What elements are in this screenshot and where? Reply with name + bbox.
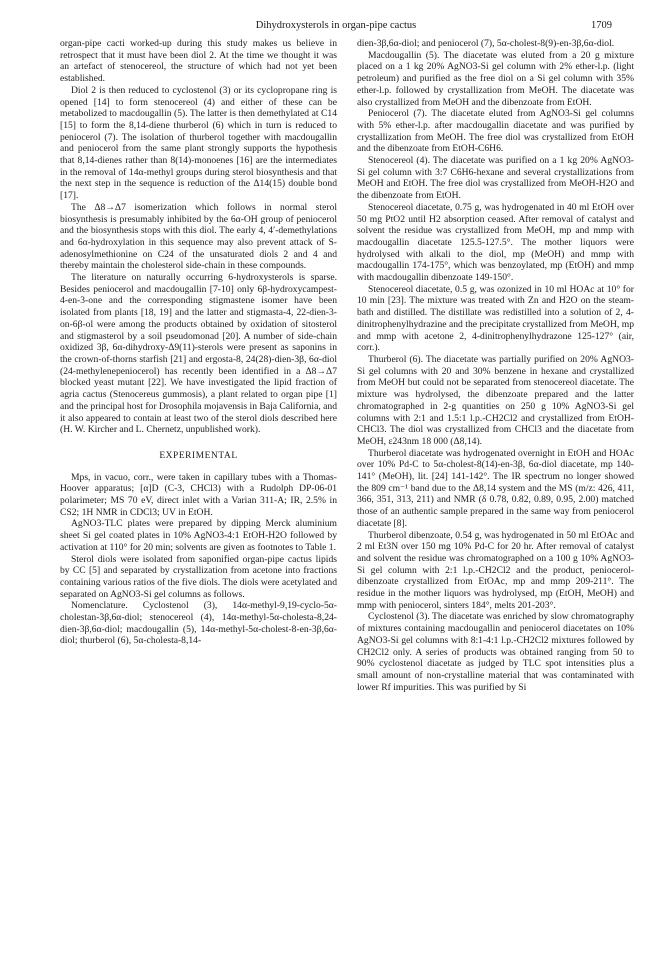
paragraph: Stenocereol diacetate, 0.5 g, was ozonized in 10 ml HOAc at 10° for 10 min [23]. The mixture was treated with Zn and H2O on the steam-bath and distilled. The distillate was redistilled into a solution of 2, 4-dinitrophenylhydrazine and the precipitate crystallized from MeOH, mp and mmp with acetone 2, 4-dinitrophenylhydrazone 125-127° (air, corr.).: [357, 283, 634, 354]
paragraph: Cyclostenol (3). The diacetate was enriched by slow chromatography of mixtures containing macdougallin and peniocerol diacetates on 10% AgNO3-Si gel columns with 8:1-4:1 l.p.-CH2Cl2 mixtures followed by CH2Cl2 only. A series of products was obtained ranging from 50 to 90% cyclostenol diacetate as judged by TLC spot intensities plus a small amount of non-crystalline material that was contaminated with lower Rf impurities. This was purified by Si: [357, 611, 634, 693]
paragraph: The literature on naturally occurring 6-hydroxysterols is sparse. Besides peniocerol and macdougallin [7-10] only 6β-hydroxycampest-4-en-3-one and the corresponding stigmastene isomer have been isolated from plants [18, 19] and the latter and stigmasta-4, 22-dien-3-on-6β-ol were among the products obtained by oxidation of sitosterol and stigmasterol by a soil pseudomonad [20]. A number of side-chain oxidized 3β, 6α-dihydroxy-Δ9(11)-sterols were present as saponins in the crown-of-thorns starfish [21] and ergosta-8, 24(28)-dien-3β, 6α-diol (24-methylenepeniocerol) has recently been identified in a Δ8→Δ7 blocked yeast mutant [22]. We have investigated the lipid fraction of agria cactus (Stenocereus gummosis), a plant related to organ pipe [1] and the principal host for Drosophila mojavensis in Baja California, and it also appeared to contain at least two of the sterol diols described here (H. W. Kircher and L. Chernetz, unpublished work).: [60, 272, 337, 436]
paragraph: Thurberol dibenzoate, 0.54 g, was hydrogenated in 50 ml EtOAc and 2 ml Et3N over 150 mg 10% Pd-C for 20 hr. After removal of catalyst and solvent the residue was chromatographed on a 100 g 10% AgNO3-Si gel column with 2:1 l.p.-CH2Cl2 and the product, peniocerol-dibenzoate crystallized from EtOAc, mp and mmp 209-211°. The residue in the mother liquors was hydrolysed, mp (EtOH, MeOH) and mmp with peniocerol, sinters 184°, melts 201-203°.: [357, 529, 634, 611]
right-column: [357, 38, 634, 693]
section-heading: EXPERIMENTAL: [159, 450, 238, 461]
paragraph: Stenocereol diacetate, 0.75 g, was hydrogenated in 40 ml EtOH over 50 mg PtO2 until H2 absorption ceased. After removal of catalyst and solvent the residue was crystallized from MeOH, mp and mmp with macdougallin diacetate 125.5-127.5°. The mother liquors were hydrolysed with alkali to the diol, mp (MeOH) and mmp with macdougallin 174-175°, which was benzoylated, mp (EtOH) and mmp with macdougallin dibenzoate 149-150°.: [357, 201, 634, 284]
paragraph: dien-3β,6α-diol; and peniocerol (7), 5α-cholest-8(9)-en-3β,6α-diol.: [357, 38, 615, 49]
paragraph: Stenocereol (4). The diacetate was purified on a 1 kg 20% AgNO3-Si gel column with 3:7 C6H6-hexane and several crystallizations from MeOH and EtOH. The free diol was crystallized from MeOH-H2O and the dibenzoate from EtOH.: [357, 155, 634, 202]
paragraph: Sterol diols were isolated from saponified organ-pipe cactus lipids by CC [5] and separated by crystallization from acetone into fractions containing various ratios of the five diols. The diols were acetylated and separated on AgNO3-Si gel columns as follows.: [60, 553, 337, 600]
paragraph: organ-pipe cacti worked-up during this study makes us believe in retrospect that it must have been diol 2. At the time we thought it was an artefact of stenocereol, the structure of which had not yet been established.: [60, 38, 337, 85]
paragraph: AgNO3-TLC plates were prepared by dipping Merck aluminium sheet Si gel coated plates in 10% AgNO3-4:1 EtOH-H2O followed by activation at 110° for 20 min; solvents are given as footnotes to Table 1.: [60, 518, 337, 553]
paragraph: Nomenclature. Cyclostenol (3), 14α-methyl-9,19-cyclo-5α-cholestan-3β,6α-diol; stenocereol (4), 14α-methyl-5α-cholesta-8,24-dien-3β,6α-diol; macdougallin (5), 14α-methyl-5α-cholest-8-en-3β,6α-diol; thurberol (6), 5α-cholesta-8,14-: [60, 600, 337, 647]
paragraph: Diol 2 is then reduced to cyclostenol (3) or its cyclopropane ring is opened [14] to form stenocereol (4) and either of these can be metabolized to macdougallin (5). The latter is then demethylated at C14 [15] to form the 8,14-diene thurberol (6) which in turn is reduced to peniocerol (7). The isolation of thurberol together with macdougallin and peniocerol from the same plant strongly supports the hypothesis that 8,14-dienes rather than 8(14)-monoenes [16] are the intermediates in the removal of 14α-methyl groups during sterol biosynthesis and that the next step in the sequence is reduction of the Δ14(15) double bond [17].: [60, 84, 337, 202]
paragraph: Thurberol diacetate was hydrogenated overnight in EtOH and HOAc over 10% Pd-C to 5α-cholest-8(14)-en-3β, 6α-diol diacetate, mp 140-141° (MeOH), lit. [24] 141-142°. The IR spectrum no longer showed the 809 cm⁻¹ band due to the Δ8,14 system and the MS (m/z: 426, 411, 366, 351, 313, 211) and NMR (δ 0.78, 0.82, 0.89, 0.95, 2.00) matched those of an authentic sample prepared in the same way from peniocerol diacetate [8].: [357, 447, 634, 529]
running-title: Dihydroxysterols in organ-pipe cactus: [255, 20, 417, 31]
paragraph: Mps, in vacuo, corr., were taken in capillary tubes with a Thomas-Hoover apparatus; [α]D (C-3, CHCl3) with a Rudolph DP-06-01 polarimeter; MS 70 eV, direct inlet with a Varian 311-A; IR, 2.5% in CS2; 1H NMR in CDCl3; UV in EtOH.: [60, 471, 337, 518]
paragraph: Macdougallin (5). The diacetate was eluted from a 20 g mixture placed on a 1 kg 20% AgNO3-Si gel column with 2% ether-l.p. (light petroleum) and purified as the free diol on a Si gel column with 35% ether-l.p. followed by crystallization from MeOH. The diacetate was also crystallized from MeOH and the dibenzoate from EtOH.: [357, 49, 634, 108]
page-header: [60, 20, 612, 34]
paragraph: Thurberol (6). The diacetate was partially purified on 20% AgNO3-Si gel columns with 20 and 30% benzene in hexane and crystallized from MeOH but could not be separated from stenocereol diacetate. The mixture was hydrolysed, the dibenzoate prepared and the latter chromatographed in 2-g quantities on 250 g 10% AgNO3-Si gel columns with 2:1 and 1.5:1 l.p.-CH2Cl2 and crystallized from EtOH-CHCl3. The diol was crystallized from CHCl3 and the diacetate from MeOH, ε243nm 18 000 (Δ8,14).: [357, 353, 634, 447]
left-column: [60, 38, 337, 647]
paragraph: The Δ8→Δ7 isomerization which follows in normal sterol biosynthesis is presumably inhibited by the 6α-OH group of peniocerol and the biosynthesis stops with this diol. The early 4, 4′-demethylations and 6α-hydroxylation in this sequence may also prevent attack of S-adenosylmethionine on C24 of the unsaturated diols 2 and 4 and thereby maintain the cholesterol side-chain in these compounds.: [60, 201, 337, 272]
page-number: 1709: [591, 20, 612, 31]
paragraph: Peniocerol (7). The diacetate eluted from AgNO3-Si gel columns with 5% ether-l.p. after macdougallin diacetate and was purified by crystallization from MeOH. The free diol was crystallized from EtOH and the dibenzoate from EtOH-C6H6.: [357, 108, 634, 155]
